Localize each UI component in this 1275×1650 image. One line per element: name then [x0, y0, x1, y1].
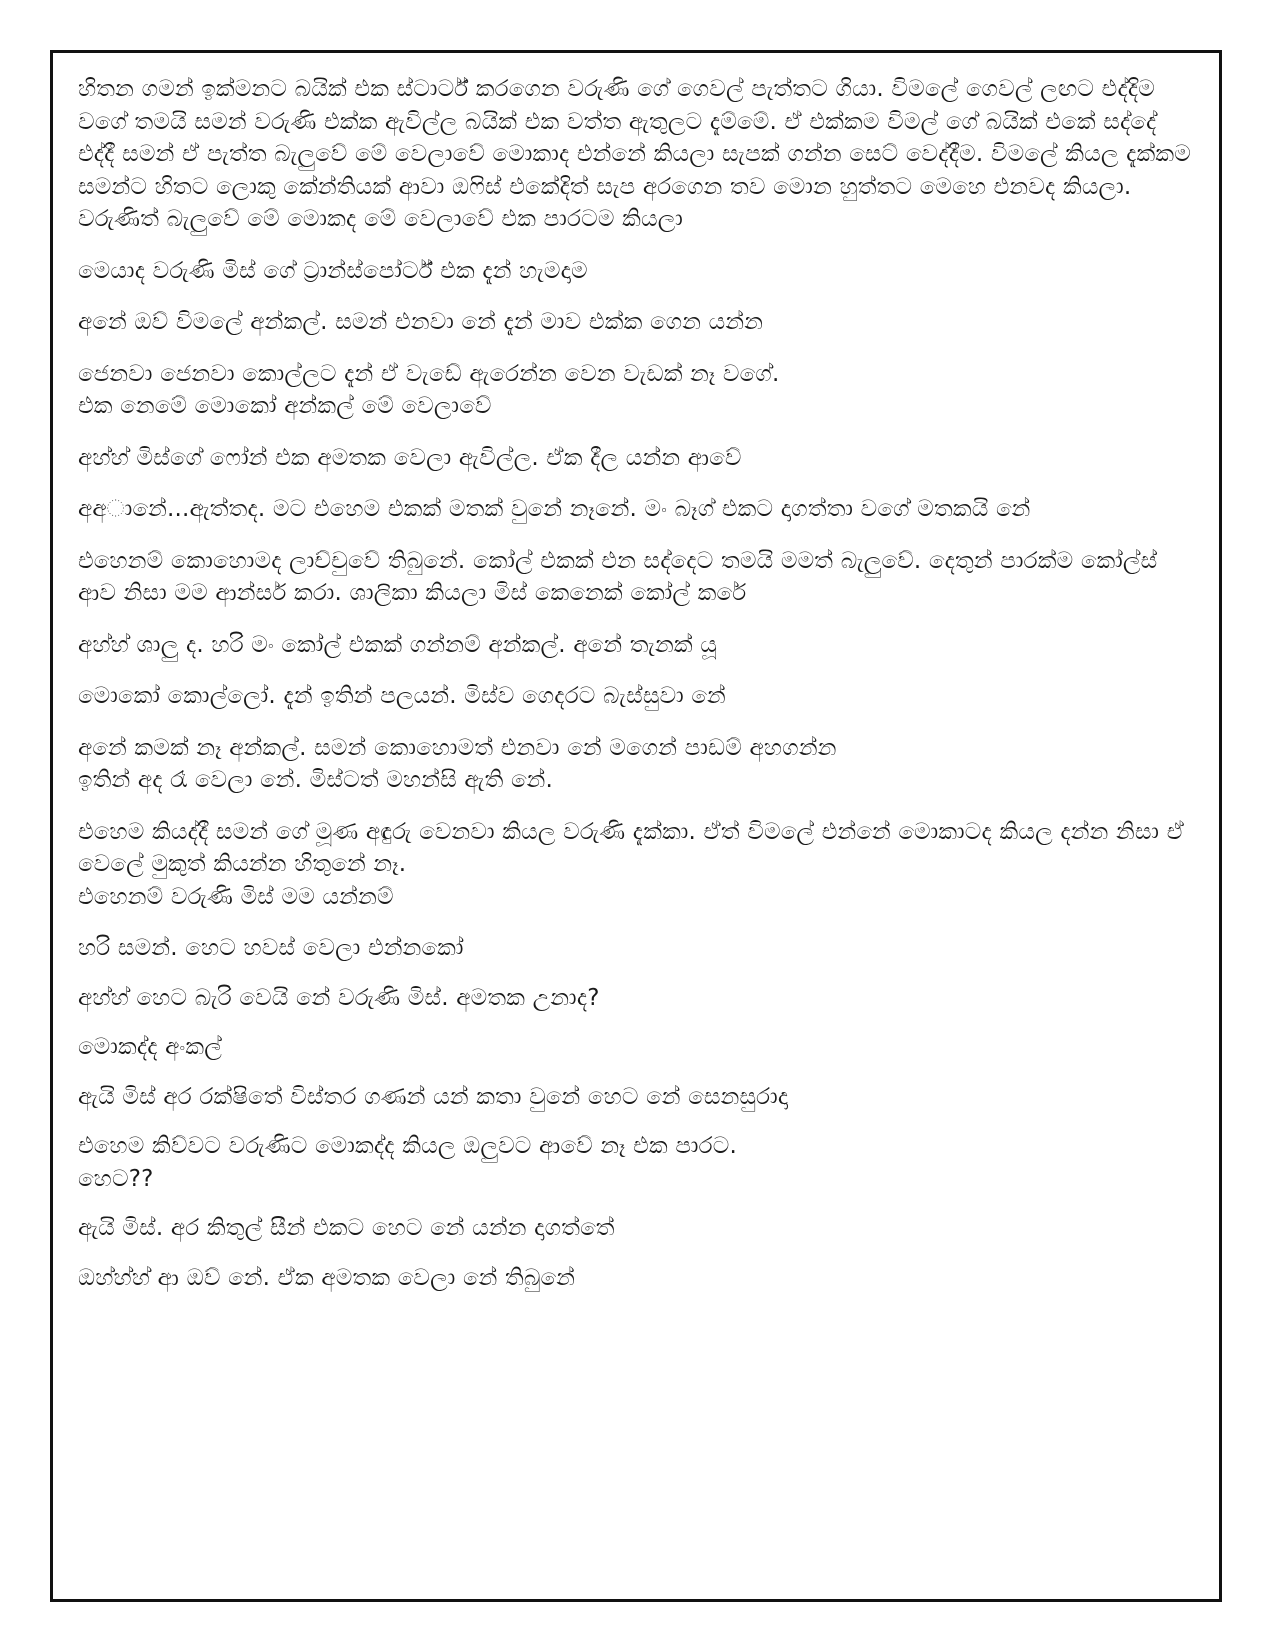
- paragraph: එහෙම කියද්දී සමන් ගේ මූණ අඳුරු වෙනවා කියල වරුණි දැක්කා. ඒත් විමලේ එන්නේ මොකාටද කියල දන්න නිසා ඒ වෙලේ මුකුත් කියන්න හිතුනේ නෑ. එහෙනම් වරුණි මිස් මම යන්නම්: [78, 818, 1185, 910]
- paragraph: ඔහ්හ්හ් ආ ඔව් නේ. ඒක අමතක වෙලා නේ තිබුනේ: [78, 1264, 576, 1291]
- paragraph: හරි සමන්. හෙට හවස් වෙලා එන්නකෝ: [78, 935, 464, 961]
- paragraph: අහ්හ් හෙට බැරි වෙයි නේ වරුණි මිස්. අමතක උනාද?: [78, 984, 600, 1011]
- paragraph: මොකෝ කොල්ලෝ. දැන් ඉතින් පලයන්. මිස්ව ගෙදරට බැස්සුවා නේ: [78, 683, 726, 709]
- paragraph: ජෙනවා ජෙනවා කොල්ලට දැන් ඒ වැඩේ ඇරෙන්න වෙන වැඩක් නෑ වගේ. එක නෙමේ මොකෝ අන්කල් මේ වෙලාවේ: [78, 360, 780, 419]
- paragraph: අඅානේ...ඇත්තද. මට එහෙම එකක් මතක් වුනේ නෑනේ. මං බෑග් එකට දාගත්තා වගේ මතකයි නේ: [78, 496, 1031, 522]
- paragraph: අනේ ඔව් විමලේ අන්කල්. සමන් එනවා නේ දැන් මාව එක්ක ගෙන යන්න: [78, 309, 764, 335]
- paragraph: මොකද්ද අංකල්: [78, 1034, 223, 1060]
- paragraph: ඇයි මිස්. අර කිතුල් සීන් එකට හෙට නේ යන්න දාගත්තේ: [78, 1215, 615, 1241]
- paragraph: හිතන ගමන් ඉක්මනට බයික් එක ස්ටාර්ට් කරගෙන වරුණි ගේ ගෙවල් පැත්තට ගියා. විමලේ ගෙවල් ලඟට එද්දිම වගේ තමයි සමන් වරුණි එක්ක ඇවිල්ල බයික් එක වත්ත ඇතුලට දැම්මේ. ඒ එක්කම විමල් ගේ බයික් එකේ සද්දේ එද්දී සමන් ඒ පැත්ත බැලුවේ මේ වෙලාවේ මොකාද එන්නේ කියලා සැපක් ගන්න සෙට් වෙද්දීම. විමලේ කියල දැක්කම සමන්ට හිතට ලොකු කේන්තියක් ආවා ඔෆිස් එකේදිත් සැප අරගෙන තව මොන හුත්තට මෙහෙ එනවද කියලා. වරුණිත් බැලුවේ මේ මොකද මේ වෙලාවේ එක පාරටම කියලා: [78, 76, 1192, 232]
- paragraph: අහ්හ් මිස්ගේ ෆෝන් එක අමතක වෙලා ඇවිල්ල. ඒක දීල යන්න ආවේ: [78, 444, 742, 471]
- paragraph: එහෙම කිව්වට වරුණිට මොකද්ද කියල ඔලුවට ආවේ නෑ එක පාරට. හෙට??: [78, 1133, 738, 1192]
- document-body: [78, 73, 1196, 1311]
- paragraph: මෙයාද වරුණි මිස් ගේ ට්‍රාන්ස්පෝර්ට් එක දැන් හැමදාම: [78, 257, 588, 284]
- paragraph: අනේ කමක් නෑ අන්කල්. සමන් කොහොමත් එනවා නේ මගෙන් පාඩම් අහගන්න ඉතින් අද රෑ වෙලා නේ. මිස්ටත් මහන්සි ඇති නේ.: [78, 734, 837, 793]
- paragraph: එහෙනම් කොහොමද ලාච්චුවේ තිබුනේ. කෝල් එකක් එන සද්දෙට තමයි මමත් බැලුවේ. දෙතුන් පාරක්ම කෝල්ස් ආව නිසා මම ආන්සර් කරා. ශාලිකා කියලා මිස් කෙනෙක් කෝල් කරේ: [78, 547, 1158, 606]
- paragraph: අහ්හ් ශාලු ද. හරි මං කෝල් එකක් ගන්නම් අන්කල්. අනේ තැනක් යූ: [78, 631, 718, 658]
- paragraph: ඇයි මිස් අර රක්ෂිතේ විස්තර ගණන් යන් කතා වුනේ හෙට නේ සෙනසුරාදා: [78, 1083, 789, 1110]
